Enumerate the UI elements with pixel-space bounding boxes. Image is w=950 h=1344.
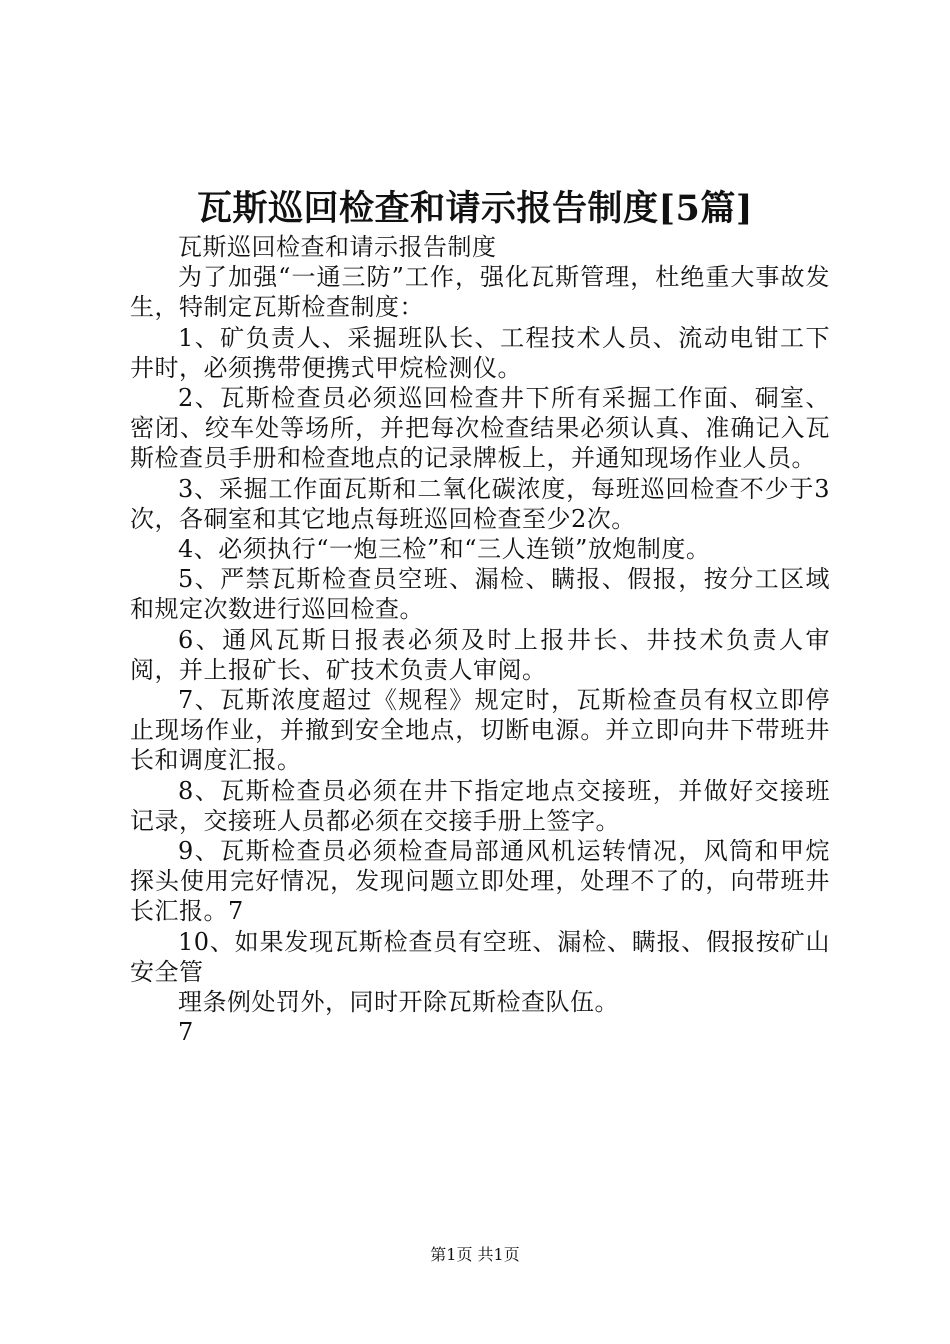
paragraph-item-10: 10、如果发现瓦斯检查员有空班、漏检、瞒报、假报按矿山安全管: [130, 927, 830, 986]
paragraph-trailing-number: 7: [178, 1018, 194, 1047]
paragraph-item-6: 6、通风瓦斯日报表必须及时上报井长、井技术负责人审阅，并上报矿长、矿技术负责人审阅。: [130, 625, 830, 684]
paragraph-item-9: 9、瓦斯检查员必须检查局部通风机运转情况，风筒和甲烷探头使用完好情况，发现问题立即处理，处理不了的，向带班井长汇报。7: [130, 837, 830, 926]
page-footer: 第1页 共1页: [430, 1245, 520, 1264]
document-body: [130, 232, 830, 1047]
paragraph-item-5: 5、严禁瓦斯检查员空班、漏检、瞒报、假报，按分工区域和规定次数进行巡回检查。: [130, 565, 830, 624]
paragraph-intro: 为了加强“一通三防”工作，强化瓦斯管理，杜绝重大事故发生，特制定瓦斯检查制度：: [130, 263, 830, 322]
paragraph-heading: 瓦斯巡回检查和请示报告制度: [178, 233, 497, 261]
paragraph-item-3: 3、采掘工作面瓦斯和二氧化碳浓度，每班巡回检查不少于3次，各硐室和其它地点每班巡回检查至少2次。: [130, 474, 830, 533]
paragraph-item-8: 8、瓦斯检查员必须在井下指定地点交接班，并做好交接班记录，交接班人员都必须在交接手册上签字。: [130, 776, 830, 835]
document-title: 瓦斯巡回检查和请示报告制度[5篇]: [197, 188, 753, 229]
paragraph-item-2: 2、瓦斯检查员必须巡回检查井下所有采掘工作面、硐室、密闭、绞车处等场所，并把每次检查结果必须认真、准确记入瓦斯检查员手册和检查地点的记录牌板上，并通知现场作业人员。: [130, 384, 830, 473]
paragraph-item-10-continued: 理条例处罚外，同时开除瓦斯检查队伍。: [178, 988, 619, 1017]
paragraph-item-7: 7、瓦斯浓度超过《规程》规定时，瓦斯检查员有权立即停止现场作业，并撤到安全地点，切断电源。并立即向井下带班井长和调度汇报。: [130, 686, 830, 775]
paragraph-item-1: 1、矿负责人、采掘班队长、工程技术人员、流动电钳工下井时，必须携带便携式甲烷检测仪。: [130, 323, 830, 382]
paragraph-item-4: 4、必须执行“一炮三检”和“三人连锁”放炮制度。: [178, 535, 711, 564]
